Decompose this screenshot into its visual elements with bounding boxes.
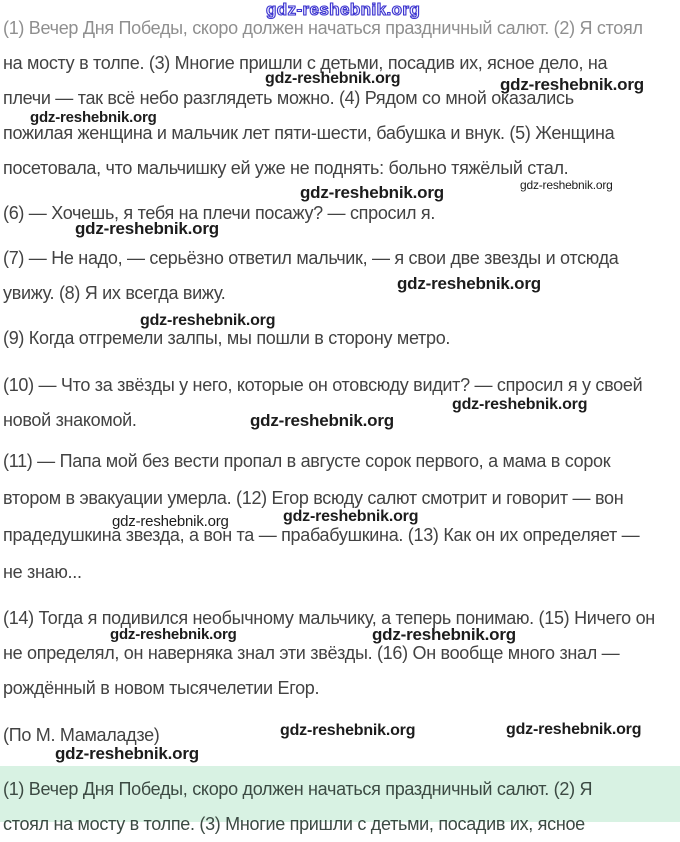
paragraph (3, 11, 680, 186)
text-line: прадедушкина звезда, а вон та — прабабушкина. (13) Как он их определяет — (3, 525, 640, 545)
site-watermark: gdz-reshebnik.org (283, 508, 419, 525)
text-line: плечи — так всё небо разглядеть можно. (4) Рядом со мной оказались (3, 88, 574, 108)
highlight-text-line: стоял на мосту в толпе. (3) Многие пришли с детьми, посадив их, ясное (3, 814, 585, 834)
text-line: не знаю... (3, 562, 82, 582)
text-line: новой знакомой. (3, 410, 137, 430)
text-line: (1) Вечер Дня Победы, скоро должен начаться праздничный салют. (2) Я стоял (3, 18, 643, 38)
site-watermark: gdz-reshebnik.org (265, 70, 401, 87)
site-watermark: gdz-reshebnik.org (500, 75, 644, 94)
site-watermark: gdz-reshebnik.org (397, 274, 541, 293)
site-watermark: gdz-reshebnik.org (280, 722, 416, 739)
site-watermark: gdz-reshebnik.org (452, 396, 588, 413)
site-watermark: gdz-reshebnik.org (112, 513, 229, 530)
site-watermark: gdz-reshebnik.org (520, 178, 613, 192)
paragraph (3, 601, 680, 706)
site-watermark-top: gdz-reshebnik.org (266, 0, 421, 19)
text-line: рождённый в новом тысячелетии Егор. (3, 678, 320, 698)
site-watermark: gdz-reshebnik.org (30, 109, 157, 126)
text-line: пожилая женщина и мальчик лет пяти-шести, бабушка и внук. (5) Женщина (3, 123, 615, 143)
answer-highlight-block (0, 766, 680, 834)
text-line: (9) Когда отгремели залпы, мы пошли в сторону метро. (3, 328, 451, 348)
text-line: втором в эвакуации умерла. (12) Егор всюду салют смотрит и говорит — вон (3, 488, 624, 508)
text-line: (10) — Что за звёзды у него, которые он отовсюду видит? — спросил я у своей (3, 375, 643, 395)
text-line: (11) — Папа мой без вести пропал в августе сорок первого, а мама в сорок (3, 451, 611, 471)
site-watermark: gdz-reshebnik.org (55, 744, 199, 763)
text-line: увижу. (8) Я их всегда вижу. (3, 283, 226, 303)
highlight-text-line: (1) Вечер Дня Победы, скоро должен начаться праздничный салют. (2) Я (3, 779, 593, 799)
site-watermark: gdz-reshebnik.org (506, 721, 642, 738)
text-line: на мосту в толпе. (3) Многие пришли с детьми, посадив их, ясное дело, на (3, 53, 608, 73)
text-line: не определял, он наверняка знал эти звёзды. (16) Он вообще много знал — (3, 643, 620, 663)
text-line: (14) Тогда я подивился необычному мальчику, а теперь понимаю. (15) Ничего он (3, 608, 655, 628)
text-line: посетовала, что мальчишку ей уже не поднять: больно тяжёлый стал. (3, 158, 569, 178)
site-watermark: gdz-reshebnik.org (300, 183, 444, 202)
text-line: (6) — Хочешь, я тебя на плечи посажу? — спросил я. (3, 203, 436, 223)
paragraph (3, 321, 680, 356)
site-watermark: gdz-reshebnik.org (372, 625, 516, 644)
site-watermark: gdz-reshebnik.org (250, 411, 394, 430)
text-line: (По М. Мамаладзе) (3, 725, 160, 745)
site-watermark: gdz-reshebnik.org (75, 219, 219, 238)
site-watermark: gdz-reshebnik.org (140, 312, 276, 329)
paragraph (3, 241, 680, 311)
site-watermark: gdz-reshebnik.org (110, 626, 237, 643)
text-line: (7) — Не надо, — серьёзно ответил мальчик, — я свои две звезды и отсюда (3, 248, 619, 268)
